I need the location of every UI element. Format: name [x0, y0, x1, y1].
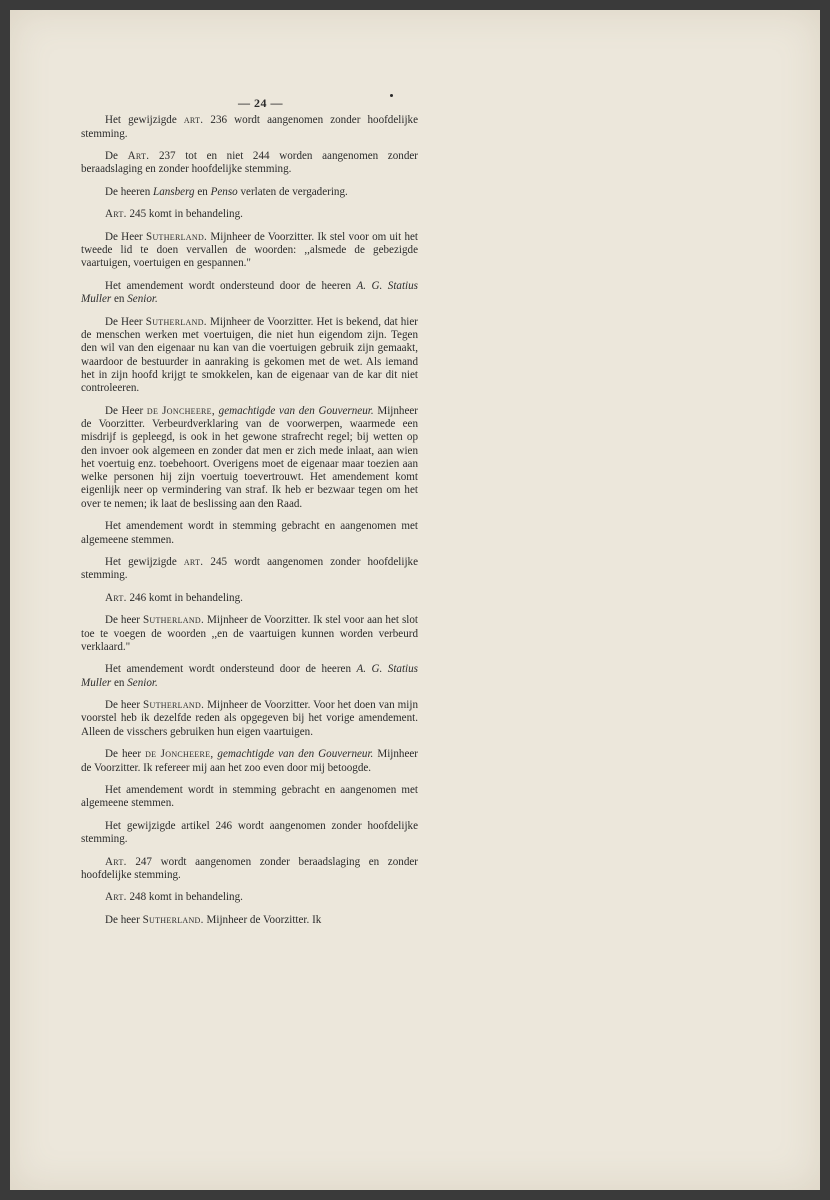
paragraph: [81, 208, 418, 221]
paragraph: [81, 114, 418, 141]
text-run: Mijnheer de Voorzitter. Verbeurdverklaring van de voorwerpen, waarmede een misdrijf is gepleegd, is ook in het gewone strafrecht regel; bij wetten op den invoer ook algemeen en zonder dat men er zich mede inlaat, aan wien het voertuig enz. toebehoort. Overigens moet de eigenaar maar toezien aan welke personen hij zijn voertuig toevertrouwt. Het amendement komt eigenlijk neer op vermindering van straf. Ik heb er bezwaar tegen om het over te nemen; ik laat de beslissing aan den Raad.: [81, 404, 418, 510]
italic-text: A. G. Statius Muller: [81, 279, 418, 306]
text-run: 247 wordt aangenomen zonder beraadslaging en zonder hoofdelijke stemming.: [81, 855, 418, 881]
italic-text: gemachtigde van den Gouverneur.: [217, 748, 374, 761]
italic-text: gemachtigde van den Gouverneur.: [218, 404, 374, 417]
text-run: 245 komt in behandeling.: [126, 208, 243, 221]
text-run: en: [111, 676, 128, 689]
speaker-name: Sutherland.: [142, 614, 205, 627]
text-run: 245 wordt aangenomen zonder hoofdelijke stemming.: [81, 556, 418, 582]
text-run: Mijnheer de Voorzitter. Ik stel voor om uit het tweede lid te doen vervallen de woorden: ,,alsmede de gebezigde vaartuigen, voertuigen en gespannen.": [81, 230, 418, 270]
text-run: 246 komt in behandeling.: [126, 591, 243, 604]
paragraph: [81, 592, 418, 605]
text-run: Mijnheer de Voorzitter. Het is bekend, dat hier de menschen werken met voertuigen, die niet hun eigendom zijn. Tegen den wil van den eigenaar nu kan van die voertuigen gebruik zijn gemaakt, waardoor de bestuurder in aanraking is gekomen met de wet. Als iemand het in zijn hoofd krijgt te smokkelen, kan de eigenaar van de kar dit niet controleeren.: [81, 315, 419, 395]
paragraph: [81, 231, 418, 271]
page-number: — 24 —: [238, 96, 283, 110]
text-run: Het amendement wordt ondersteund door de heeren: [105, 279, 357, 292]
paragraph: [81, 520, 418, 547]
paragraph: [81, 150, 418, 177]
text-run: en: [194, 185, 211, 198]
italic-text: Senior.: [127, 293, 158, 306]
text-column: [81, 97, 418, 936]
text-run: verlaten de vergadering.: [237, 185, 348, 198]
text-run: en: [111, 293, 128, 306]
text-run: Het gewijzigde: [105, 556, 184, 568]
text-run: De: [105, 150, 128, 163]
speaker-name: Art.: [127, 150, 150, 163]
text-run: Mijnheer de Voorzitter. Ik stel voor aan het slot toe te voegen de woorden ,,en de vaartuigen kunnen worden verbeurd verklaard.": [81, 614, 418, 653]
text-run: Mijnheer de Voorzitter. Ik refereer mij aan het zoo even door mij betoogde.: [81, 748, 419, 774]
italic-text: Penso: [210, 185, 238, 198]
text-run: De heer: [105, 614, 143, 627]
text-run: Het gewijzigde: [105, 114, 184, 127]
speaker-name: Sutherland.: [143, 699, 205, 712]
speaker-name: art.: [183, 114, 204, 127]
paragraph: [81, 784, 418, 811]
text-run: De heer: [105, 913, 143, 926]
text-run: Het amendement wordt ondersteund door de heeren: [105, 663, 357, 676]
text-run: Mijnheer de Voorzitter. Ik: [203, 913, 322, 926]
speaker-name: Sutherland.: [145, 230, 208, 243]
text-run: De Heer: [105, 404, 147, 417]
text-run: Het amendement wordt in stemming gebracht en aangenomen met algemeene stemmen.: [81, 520, 418, 546]
text-run: Mijnheer de Voorzitter. Voor het doen van mijn voorstel heb ik dezelfde reden als opgegeven bij het vorige amendement. Alleen de visschers gebruiken hun eigen vaartuigen.: [81, 699, 418, 738]
paragraph: [81, 280, 418, 307]
text-run: 248 komt in behandeling.: [126, 891, 243, 904]
text-run: 237 tot en niet 244 worden aangenomen zonder beraadslaging en zonder hoofdelijke stemming.: [81, 150, 418, 176]
document-page: [10, 10, 820, 1190]
speaker-name: art.: [183, 556, 204, 568]
text-run: Het amendement wordt in stemming gebracht en aangenomen met algemeene stemmen.: [81, 783, 418, 810]
text-run: De Heer: [105, 315, 146, 328]
paragraph: [81, 699, 418, 739]
speaker-name: Art.: [105, 208, 127, 221]
text-run: De heeren: [105, 185, 154, 198]
speaker-name: de Joncheere,: [146, 404, 215, 417]
paragraph: [81, 748, 418, 775]
paragraph: [81, 614, 418, 654]
paragraph-list: [81, 114, 418, 927]
text-run: 236 wordt aangenomen zonder hoofdelijke stemming.: [81, 114, 418, 140]
paragraph: [81, 556, 418, 583]
paragraph: [81, 405, 418, 511]
paragraph: [81, 186, 418, 199]
paragraph: [81, 663, 418, 690]
paragraph: [81, 914, 418, 927]
speaker-name: de Joncheere,: [145, 748, 214, 761]
text-run: Het gewijzigde artikel 246 wordt aangenomen zonder hoofdelijke stemming.: [81, 819, 418, 846]
speaker-name: Sutherland.: [145, 315, 207, 328]
italic-text: A. G. Statius Muller: [81, 663, 418, 689]
italic-text: Lansberg: [153, 185, 195, 198]
paragraph: [81, 820, 418, 847]
paragraph: [81, 856, 418, 883]
speaker-name: Art.: [105, 591, 127, 604]
text-run: De heer: [105, 699, 144, 712]
italic-text: Senior.: [127, 676, 158, 689]
speaker-name: Art.: [105, 891, 127, 904]
paragraph: [81, 891, 418, 904]
text-run: De heer: [105, 748, 146, 761]
text-run: De Heer: [105, 230, 146, 243]
speaker-name: Art.: [105, 855, 127, 868]
speaker-name: Sutherland.: [142, 913, 204, 926]
paragraph: [81, 316, 418, 396]
